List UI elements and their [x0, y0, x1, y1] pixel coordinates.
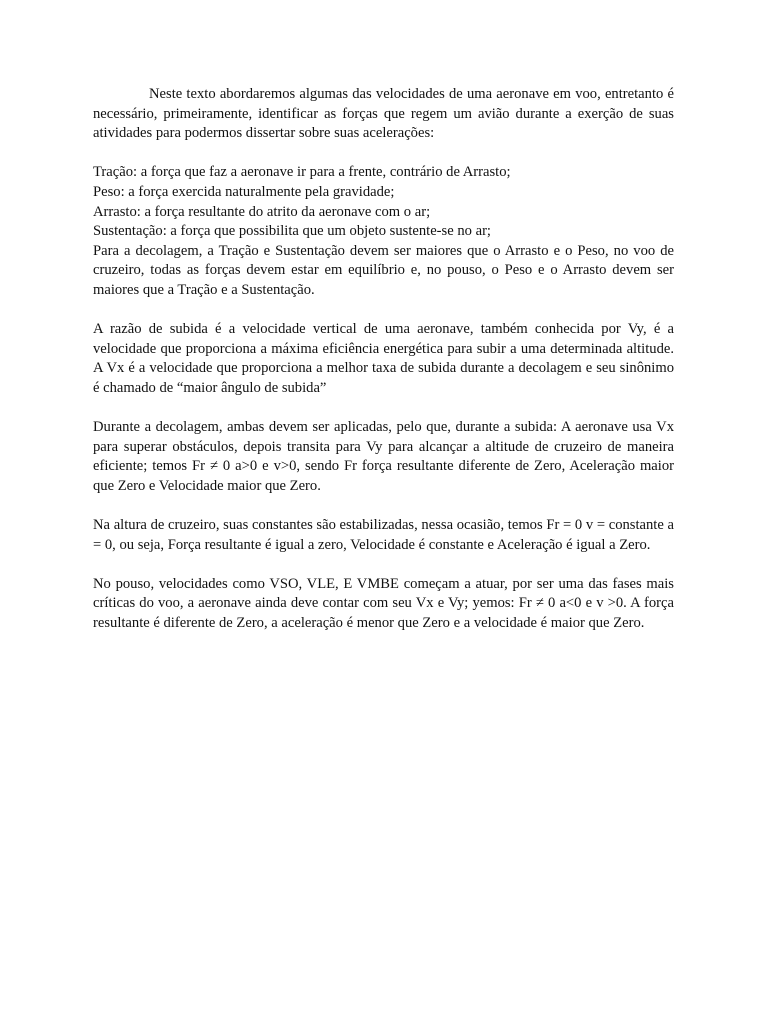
document-body — [93, 85, 674, 653]
force-traction: Tração: a força que faz a aeronave ir para a frente, contrário de Arrasto; — [93, 164, 511, 181]
force-lift: Sustentação: a força que possibilita que um objeto sustente-se no ar; — [93, 223, 491, 240]
forces-block — [93, 163, 674, 300]
intro-paragraph: Neste texto abordaremos algumas das velocidades de uma aeronave em voo, entretanto é necessário, primeiramente, identificar as forças que regem um avião durante a exerção de suas atividades para podermos dissertar sobre suas acelerações: — [93, 86, 674, 142]
force-weight: Peso: a força exercida naturalmente pela gravidade; — [93, 183, 395, 200]
phases-paragraph: Para a decolagem, a Tração e Sustentação devem ser maiores que o Arrasto e o Peso, no voo de cruzeiro, todas as forças devem estar em equilíbrio e, no pouso, o Peso e o Arrasto devem ser maiores que a Tração e a Sustentação. — [93, 242, 674, 298]
cruise-paragraph: Na altura de cruzeiro, suas constantes são estabilizadas, nessa ocasião, temos Fr = 0 v = constante a = 0, ou seja, Força resultante é igual a zero, Velocidade é constante e Aceleração é igual a Zero. — [93, 517, 674, 553]
climb-rate-paragraph: A razão de subida é a velocidade vertical de uma aeronave, também conhecida por Vy, é a velocidade que proporciona a máxima eficiência energética para subir a uma determinada altitude. A Vx é a velocidade que proporciona a melhor taxa de subida durante a decolagem e seu sinônimo é chamado de “maior ângulo de subida” — [93, 321, 674, 396]
force-drag: Arrasto: a força resultante do atrito da aeronave com o ar; — [93, 203, 431, 220]
landing-paragraph: No pouso, velocidades como VSO, VLE, E VMBE começam a atuar, por ser uma das fases mais críticas do voo, a aeronave ainda deve contar com seu Vx e Vy; yemos: Fr ≠ 0 a<0 e v >0. A força resultante é diferente de Zero, a aceleração é menor que Zero e a velocidade é maior que Zero. — [93, 575, 674, 632]
takeoff-paragraph: Durante a decolagem, ambas devem ser aplicadas, pelo que, durante a subida: A aeronave usa Vx para superar obstáculos, depois transita para Vy para alcançar a altitude de cruzeiro de maneira eficiente; temos Fr ≠ 0 a>0 e v>0, sendo Fr força resultante diferente de Zero, Aceleração maior que Zero e Velocidade maior que Zero. — [93, 419, 674, 494]
